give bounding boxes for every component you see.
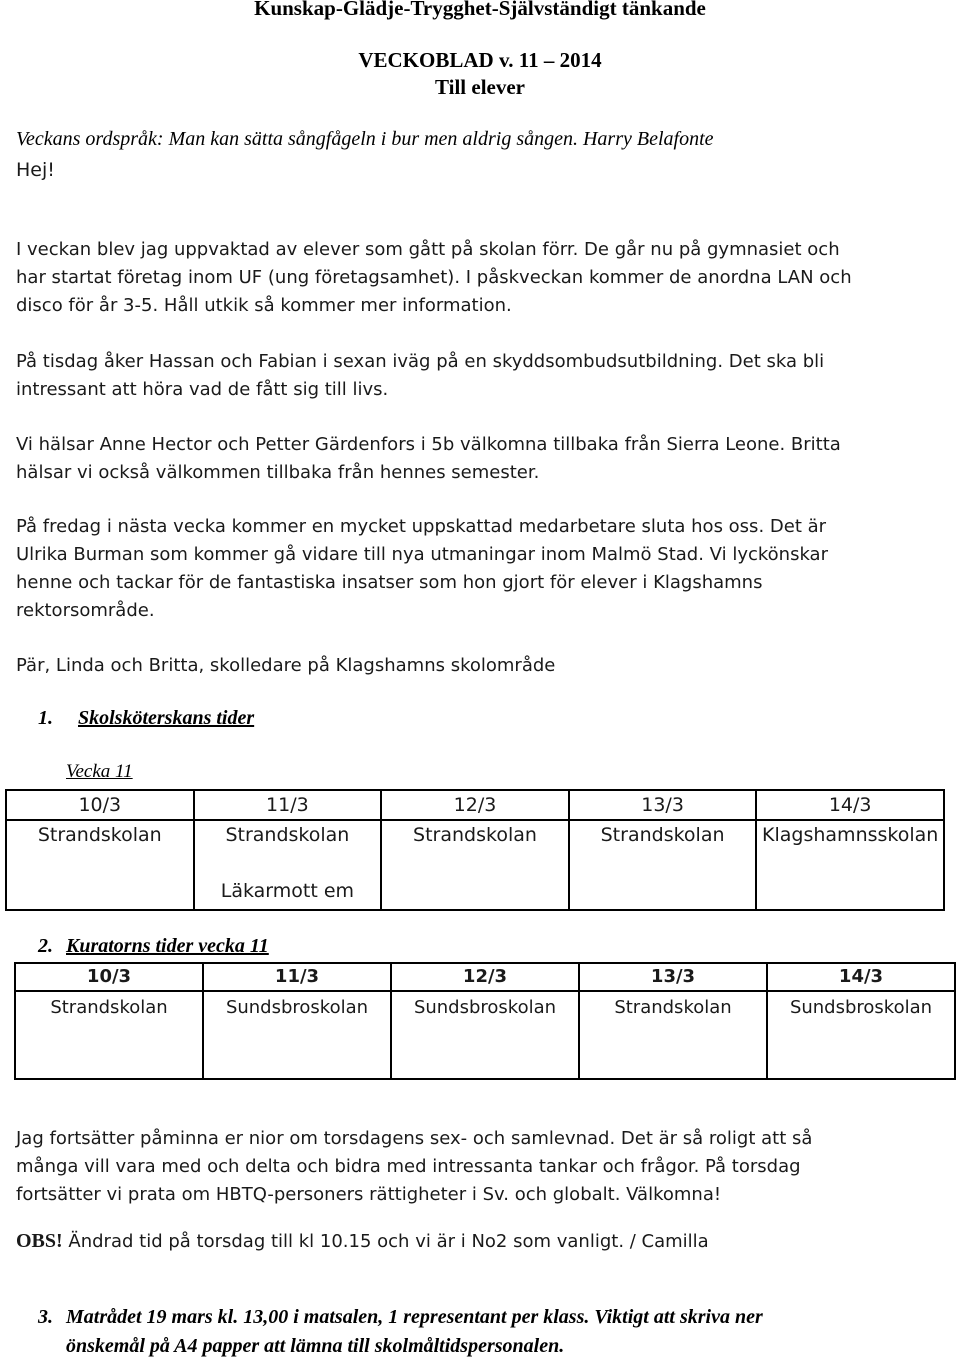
text-line: hälsar vi också välkommen tillbaka från hennes semester. <box>16 462 540 483</box>
table-row-locations <box>15 991 955 1079</box>
location-cell: Sundsbroskolan <box>203 991 391 1079</box>
extra-note: Läkarmott em <box>220 880 355 902</box>
text-line: På fredag i nästa vecka kommer en mycket uppskattad medarbetare sluta hos oss. Det är <box>16 516 827 537</box>
date-cell: 13/3 <box>569 790 757 820</box>
text-line: På tisdag åker Hassan och Fabian i sexan iväg på en skyddsombudsutbildning. Det ska bli <box>16 351 825 372</box>
proverb-label: Veckans ordspråk <box>16 128 157 150</box>
location-cell: Strandskolan <box>579 991 767 1079</box>
section-title: Skolsköterskans tider <box>78 707 255 729</box>
date-cell: 11/3 <box>203 963 391 991</box>
section-3-line-2: önskemål på A4 papper att lämna till skolmåltidspersonalen. <box>66 1335 565 1357</box>
text-line: intressant att höra vad de fått sig till livs. <box>16 379 389 400</box>
obs-text: Ändrad tid på torsdag till kl 10.15 och vi är i No2 som vanligt. / Camilla <box>62 1231 709 1252</box>
text-line: henne och tackar för de fantastiska insatser som hon gjort för elever i Klagshamns <box>16 572 763 593</box>
location-text: Strandskolan <box>600 824 725 846</box>
location-text: Strandskolan <box>37 824 162 846</box>
page-title: VECKOBLAD v. 11 – 2014 <box>358 48 602 72</box>
section-1-heading <box>38 707 254 730</box>
text-line: har startat företag inom UF (ung företagsamhet). I påskveckan kommer de anordna LAN och <box>16 267 852 288</box>
date-cell: 14/3 <box>756 790 944 820</box>
location-text: Strandskolan <box>225 824 350 846</box>
text-line: I veckan blev jag uppvaktad av elever som gått på skolan förr. De går nu på gymnasiet och <box>16 239 840 260</box>
section-number: 1. <box>38 707 53 729</box>
proverb-text: : Man kan sätta sångfågeln i bur men aldrig sången. Harry Belafonte <box>156 128 714 150</box>
date-cell: 12/3 <box>381 790 569 820</box>
obs-note <box>16 1230 709 1253</box>
location-text: Klagshamnsskolan <box>762 824 939 846</box>
greeting: Hej! <box>16 159 55 181</box>
table-row-dates <box>15 963 955 991</box>
school-motto: Kunskap-Glädje-Trygghet-Självständigt tänkande <box>254 0 706 20</box>
text-line: Ulrika Burman som kommer gå vidare till nya utmaningar inom Malmö Stad. Vi lyckönskar <box>16 544 828 565</box>
section-number: 3. <box>38 1306 53 1328</box>
section-3-line-1 <box>38 1303 763 1332</box>
location-cell <box>381 820 569 910</box>
news-paragraph-4 <box>16 513 946 625</box>
location-cell <box>569 820 757 910</box>
section-title: Kuratorns tider vecka 11 <box>66 935 269 957</box>
location-cell <box>756 820 944 910</box>
audience: Till elever <box>435 75 525 99</box>
obs-label: OBS! <box>16 1230 63 1252</box>
text-line: disco för år 3-5. Håll utkik så kommer mer information. <box>16 295 512 316</box>
table-row-dates <box>6 790 944 820</box>
location-cell: Sundsbroskolan <box>391 991 579 1079</box>
counselor-schedule-table <box>14 962 956 1080</box>
location-cell <box>194 820 382 910</box>
text-line: fortsätter vi prata om HBTQ-personers rättigheter i Sv. och globalt. Välkomna! <box>16 1184 722 1205</box>
table-row-locations <box>6 820 944 910</box>
text-line: Jag fortsätter påminna er nior om torsdagens sex- och samlevnad. Det är så roligt att så <box>16 1128 813 1149</box>
date-cell: 10/3 <box>6 790 194 820</box>
text-line: många vill vara med och delta och bidra med intressanta tankar och frågor. På torsdag <box>16 1156 801 1177</box>
date-cell: 10/3 <box>15 963 203 991</box>
news-paragraph-2 <box>16 348 946 404</box>
week-label: Vecka 11 <box>66 761 133 782</box>
location-cell: Sundsbroskolan <box>767 991 955 1079</box>
section-2-heading <box>38 935 269 958</box>
proverb <box>16 128 714 151</box>
location-text: Strandskolan <box>413 824 537 846</box>
date-cell: 13/3 <box>579 963 767 991</box>
text-line: rektorsområde. <box>16 600 155 621</box>
signature: Pär, Linda och Britta, skolledare på Klagshamns skolområde <box>16 655 556 676</box>
location-cell <box>6 820 194 910</box>
date-cell: 14/3 <box>767 963 955 991</box>
nurse-schedule-table <box>5 789 945 911</box>
text-line: Vi hälsar Anne Hector och Petter Gärdenfors i 5b välkomna tillbaka från Sierra Leone. Britta <box>16 434 841 455</box>
counselor-paragraph <box>16 1125 946 1209</box>
date-cell: 11/3 <box>194 790 382 820</box>
news-paragraph-3 <box>16 431 946 487</box>
location-cell: Strandskolan <box>15 991 203 1079</box>
news-paragraph-1 <box>16 236 946 320</box>
date-cell: 12/3 <box>391 963 579 991</box>
section-number: 2. <box>38 935 53 957</box>
section-3 <box>38 1303 763 1361</box>
section-3-text: Matrådet 19 mars kl. 13,00 i matsalen, 1 representant per klass. Viktigt att skriva ner <box>66 1306 763 1328</box>
